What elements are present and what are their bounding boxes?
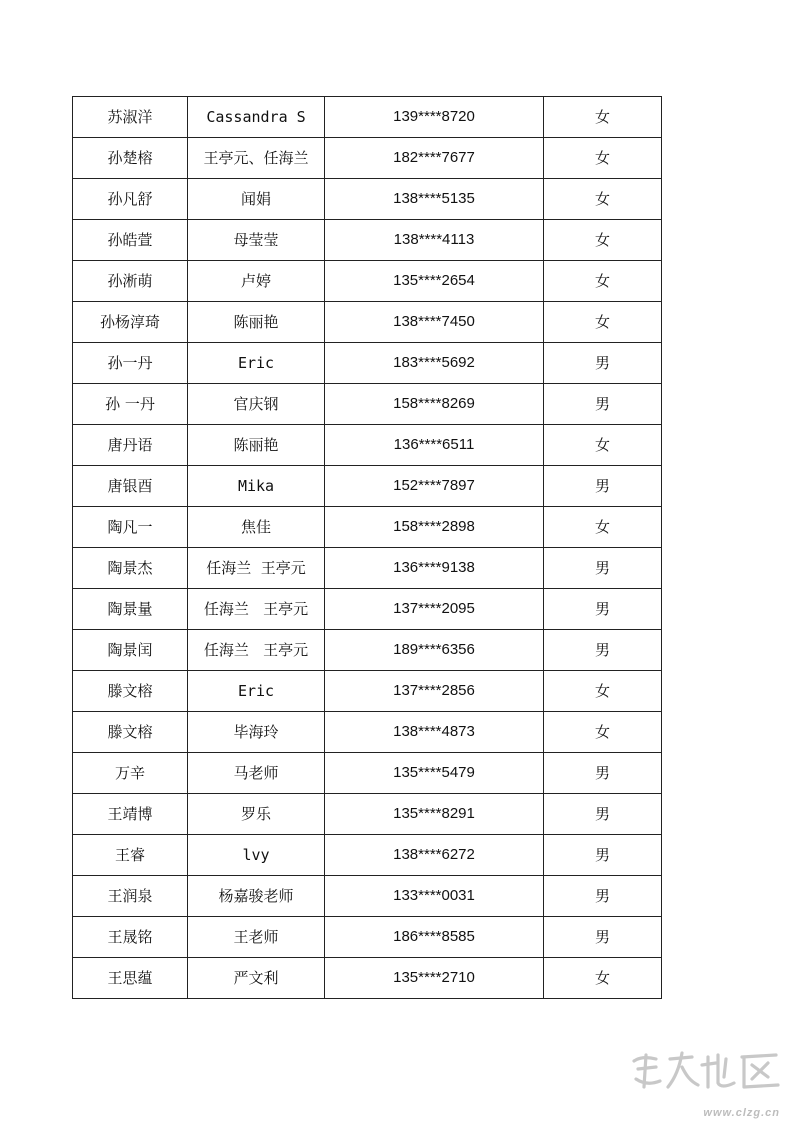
- phone-number-cell: 138****6272: [325, 835, 544, 876]
- student-name-cell: 王润泉: [73, 876, 188, 917]
- gender-cell: 男: [544, 753, 662, 794]
- table-row: [73, 343, 662, 384]
- student-name-cell: 孙一丹: [73, 343, 188, 384]
- student-name-cell: 滕文榕: [73, 671, 188, 712]
- table-row: [73, 835, 662, 876]
- student-name-cell: 唐丹语: [73, 425, 188, 466]
- site-watermark: [626, 1047, 786, 1119]
- teacher-name-cell: 焦佳: [188, 507, 325, 548]
- student-roster-table: [72, 96, 662, 999]
- teacher-name-cell: 官庆钢: [188, 384, 325, 425]
- phone-number-cell: 137****2856: [325, 671, 544, 712]
- gender-cell: 女: [544, 712, 662, 753]
- table-row: [73, 548, 662, 589]
- student-name-cell: 王晟铭: [73, 917, 188, 958]
- student-name-cell: 孙淅萌: [73, 261, 188, 302]
- table-row: [73, 671, 662, 712]
- watermark-logo-icon: [626, 1047, 786, 1097]
- student-name-cell: 孙凡舒: [73, 179, 188, 220]
- teacher-name-cell: Mika: [188, 466, 325, 507]
- student-name-cell: 孙楚榕: [73, 138, 188, 179]
- table-row: [73, 425, 662, 466]
- table-row: [73, 179, 662, 220]
- table-row: [73, 753, 662, 794]
- phone-number-cell: 136****9138: [325, 548, 544, 589]
- student-name-cell: 万辛: [73, 753, 188, 794]
- student-name-cell: 王睿: [73, 835, 188, 876]
- teacher-name-cell: 杨嘉骏老师: [188, 876, 325, 917]
- student-name-cell: 唐银酉: [73, 466, 188, 507]
- gender-cell: 女: [544, 220, 662, 261]
- gender-cell: 男: [544, 589, 662, 630]
- student-name-cell: 苏淑洋: [73, 97, 188, 138]
- phone-number-cell: 135****5479: [325, 753, 544, 794]
- teacher-name-cell: 闻娟: [188, 179, 325, 220]
- table-row: [73, 589, 662, 630]
- teacher-name-cell: 任海兰 王亭元: [188, 630, 325, 671]
- roster-body: [73, 97, 662, 999]
- teacher-name-cell: 毕海玲: [188, 712, 325, 753]
- table-row: [73, 302, 662, 343]
- student-name-cell: 陶景杰: [73, 548, 188, 589]
- phone-number-cell: 136****6511: [325, 425, 544, 466]
- table-row: [73, 876, 662, 917]
- table-row: [73, 630, 662, 671]
- gender-cell: 女: [544, 138, 662, 179]
- teacher-name-cell: 罗乐: [188, 794, 325, 835]
- student-name-cell: 陶景量: [73, 589, 188, 630]
- gender-cell: 女: [544, 302, 662, 343]
- phone-number-cell: 138****7450: [325, 302, 544, 343]
- teacher-name-cell: 马老师: [188, 753, 325, 794]
- phone-number-cell: 182****7677: [325, 138, 544, 179]
- teacher-name-cell: 王老师: [188, 917, 325, 958]
- phone-number-cell: 158****8269: [325, 384, 544, 425]
- table-row: [73, 261, 662, 302]
- gender-cell: 男: [544, 835, 662, 876]
- table-row: [73, 220, 662, 261]
- student-name-cell: 陶凡一: [73, 507, 188, 548]
- student-name-cell: 王靖博: [73, 794, 188, 835]
- table-row: [73, 384, 662, 425]
- student-name-cell: 陶景闰: [73, 630, 188, 671]
- phone-number-cell: 135****2710: [325, 958, 544, 999]
- teacher-name-cell: 任海兰 王亭元: [188, 589, 325, 630]
- teacher-name-cell: Eric: [188, 671, 325, 712]
- phone-number-cell: 152****7897: [325, 466, 544, 507]
- gender-cell: 男: [544, 794, 662, 835]
- gender-cell: 男: [544, 343, 662, 384]
- student-name-cell: 孙皓萱: [73, 220, 188, 261]
- phone-number-cell: 135****8291: [325, 794, 544, 835]
- phone-number-cell: 138****4113: [325, 220, 544, 261]
- phone-number-cell: 135****2654: [325, 261, 544, 302]
- gender-cell: 女: [544, 261, 662, 302]
- gender-cell: 男: [544, 630, 662, 671]
- table-row: [73, 917, 662, 958]
- gender-cell: 女: [544, 671, 662, 712]
- gender-cell: 男: [544, 466, 662, 507]
- phone-number-cell: 138****4873: [325, 712, 544, 753]
- table-row: [73, 97, 662, 138]
- gender-cell: 女: [544, 179, 662, 220]
- gender-cell: 女: [544, 425, 662, 466]
- gender-cell: 女: [544, 958, 662, 999]
- student-name-cell: 滕文榕: [73, 712, 188, 753]
- phone-number-cell: 186****8585: [325, 917, 544, 958]
- phone-number-cell: 158****2898: [325, 507, 544, 548]
- teacher-name-cell: Cassandra S: [188, 97, 325, 138]
- student-name-cell: 王思蕴: [73, 958, 188, 999]
- gender-cell: 男: [544, 876, 662, 917]
- student-name-cell: 孙杨淳琦: [73, 302, 188, 343]
- phone-number-cell: 138****5135: [325, 179, 544, 220]
- teacher-name-cell: 王亭元、任海兰: [188, 138, 325, 179]
- watermark-url: www.clzg.cn: [703, 1107, 780, 1119]
- teacher-name-cell: 陈丽艳: [188, 302, 325, 343]
- phone-number-cell: 133****0031: [325, 876, 544, 917]
- teacher-name-cell: 任海兰 王亭元: [188, 548, 325, 589]
- teacher-name-cell: 严文利: [188, 958, 325, 999]
- teacher-name-cell: 卢婷: [188, 261, 325, 302]
- phone-number-cell: 189****6356: [325, 630, 544, 671]
- teacher-name-cell: 陈丽艳: [188, 425, 325, 466]
- phone-number-cell: 183****5692: [325, 343, 544, 384]
- table-row: [73, 712, 662, 753]
- gender-cell: 男: [544, 917, 662, 958]
- table-row: [73, 794, 662, 835]
- teacher-name-cell: Eric: [188, 343, 325, 384]
- table-row: [73, 958, 662, 999]
- gender-cell: 女: [544, 97, 662, 138]
- table-row: [73, 138, 662, 179]
- teacher-name-cell: 母莹莹: [188, 220, 325, 261]
- gender-cell: 男: [544, 548, 662, 589]
- student-name-cell: 孙 一丹: [73, 384, 188, 425]
- table-row: [73, 507, 662, 548]
- phone-number-cell: 139****8720: [325, 97, 544, 138]
- teacher-name-cell: lvy: [188, 835, 325, 876]
- gender-cell: 女: [544, 507, 662, 548]
- table-row: [73, 466, 662, 507]
- phone-number-cell: 137****2095: [325, 589, 544, 630]
- gender-cell: 男: [544, 384, 662, 425]
